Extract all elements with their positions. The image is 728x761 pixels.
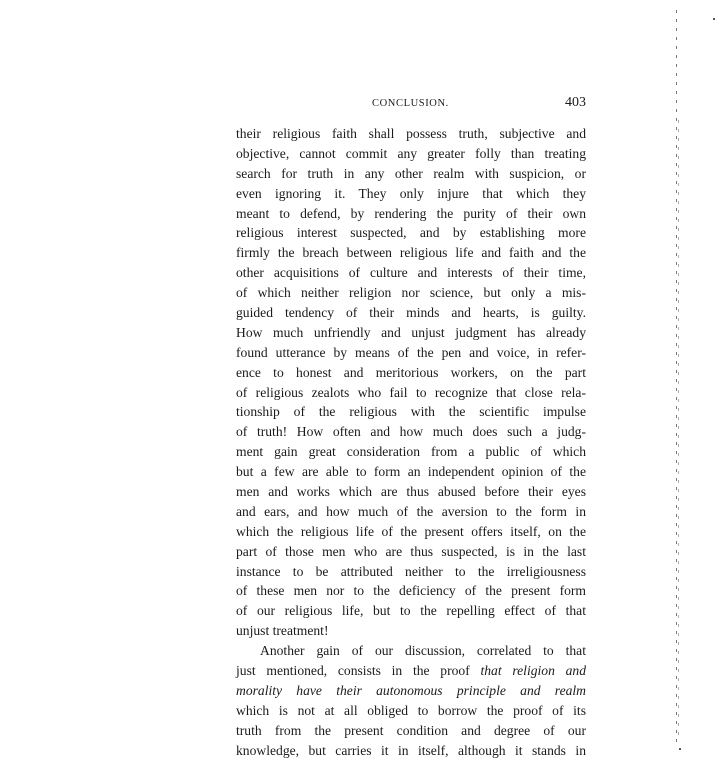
text-line: religious interest suspected, and by establishing more [236, 225, 586, 241]
text-line [236, 661, 586, 681]
body-text [236, 124, 586, 761]
running-head: CONCLUSION. [372, 98, 449, 109]
text-line: search for truth in any other realm with suspicion, or [236, 165, 586, 181]
text-line: of truth! How often and how much does such a judg- [236, 424, 586, 440]
scan-speck [679, 748, 681, 750]
text-line: instance to be attributed neither to the irreligiousness [236, 563, 586, 579]
text-line: truth from the present condition and degree of our [236, 722, 586, 738]
text-line: ence to honest and meritorious workers, on the part [236, 364, 586, 380]
text-line: guided tendency of their minds and hearts, is guilty. [236, 305, 586, 321]
text-line: tionship of the religious with the scientific impulse [236, 404, 586, 420]
text-line: Another gain of our discussion, correlated to that [260, 643, 586, 659]
text-line: unjust treatment! [236, 623, 329, 639]
text-line: but a few are able to form an independent opinion of the [236, 464, 586, 480]
text-run: just mentioned, consists in the proof [236, 663, 481, 679]
text-line: and ears, and how much of the aversion to the form in [236, 503, 586, 519]
page-number: 403 [565, 95, 586, 110]
text-line: which the religious life of the present offers itself, on the [236, 523, 586, 539]
text-line: men and works which are thus abused before their eyes [236, 484, 586, 500]
text-line: of which neither religion nor science, but only a mis- [236, 285, 586, 301]
text-line: their religious faith shall possess truth, subjective and [236, 126, 586, 141]
italic-run: that religion and [480, 663, 586, 679]
text-line: other acquisitions of culture and interests of their time, [236, 265, 586, 281]
text-line: part of those men who are thus suspected, is in the last [236, 543, 586, 559]
text-line: firmly the breach between religious life and faith and the [236, 245, 586, 261]
text-line: of these men nor to the deficiency of the present form [236, 583, 586, 599]
text-line: objective, cannot commit any greater folly than treating [236, 145, 586, 161]
scan-edge-line [676, 10, 677, 745]
text-line: found utterance by means of the pen and voice, in refer- [236, 344, 586, 360]
scan-edge-line [678, 120, 679, 740]
text-line: knowledge, but carries it in itself, although it stands in [236, 742, 586, 758]
text-line: meant to defend, by rendering the purity of their own [236, 205, 586, 221]
text-line: even ignoring it. They only injure that which they [236, 185, 586, 201]
text-line [236, 681, 586, 701]
text-line: of religious zealots who fail to recognize that close rela- [236, 384, 586, 400]
text-line: which is not at all obliged to borrow the proof of its [236, 702, 586, 718]
text-line: of our religious life, but to the repelling effect of that [236, 603, 586, 619]
scan-speck [713, 18, 715, 20]
text-line: ment gain great consideration from a public of which [236, 444, 586, 460]
page-header [236, 96, 586, 114]
italic-run: morality have their autonomous principle and realm [236, 682, 586, 698]
text-line: How much unfriendly and unjust judgment has already [236, 324, 586, 340]
